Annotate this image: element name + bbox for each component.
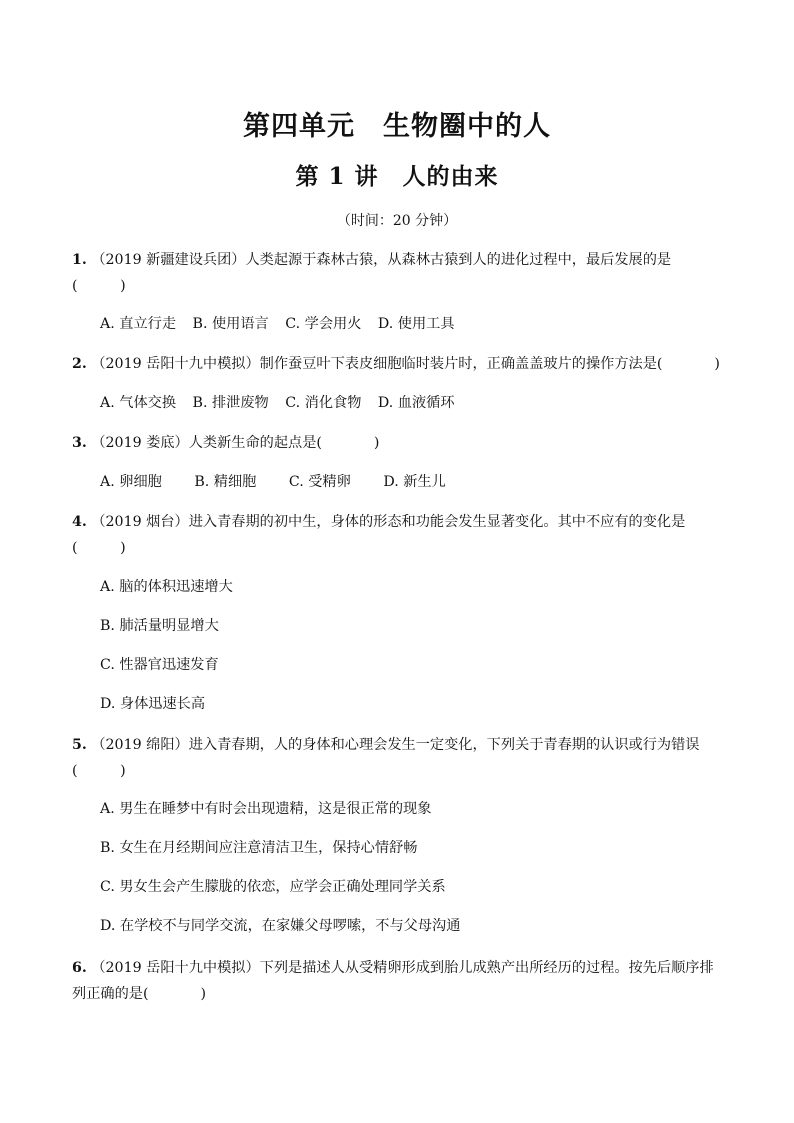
question-5 xyxy=(72,732,722,784)
question-4 xyxy=(72,509,722,561)
question-text: （2019 岳阳十九中模拟）下列是描述人从受精卵形成到胎儿成熟产出所经历的过程。按先后顺序排 xyxy=(91,960,714,976)
question-text: （2019 新疆建设兵团）人类起源于森林古猿，从森林古猿到人的进化过程中，最后发展的是 xyxy=(91,252,672,268)
answer-blank: ) xyxy=(373,435,380,451)
question-text: （2019 烟台）进入青春期的初中生，身体的形态和功能会发生显著变化。其中不应有的变化是 xyxy=(91,514,686,530)
answer-blank: ) xyxy=(714,356,720,372)
question-6 xyxy=(72,955,722,1007)
question-number: 2. xyxy=(72,356,87,372)
question-text: （2019 绵阳）进入青春期，人的身体和心理会发生一定变化，下列关于青春期的认识或行为错误 xyxy=(91,737,700,753)
question-5-option-a: A. 男生在睡梦中有时会出现遗精，这是很正常的现象 xyxy=(100,801,432,817)
question-text-line-2: 列正确的是( xyxy=(72,986,149,1002)
option-d: D. 使用工具 xyxy=(377,316,455,332)
question-text: （2019 娄底）人类新生命的起点是( xyxy=(91,435,322,451)
option-b: B. 排泄废物 xyxy=(192,395,269,411)
answer-blank: ( ) xyxy=(72,278,126,294)
option-a: A. 直立行走 xyxy=(100,316,177,332)
option-c: C. 受精卵 xyxy=(288,474,351,490)
question-4-option-d: D. 身体迅速长高 xyxy=(100,696,206,712)
option-b: B. 精细胞 xyxy=(194,474,257,490)
unit-title: 第四单元 生物圈中的人 xyxy=(243,111,551,142)
lesson-title: 第 1 讲 人的由来 xyxy=(295,163,499,190)
option-b: B. 使用语言 xyxy=(192,316,269,332)
option-c: C. 消化食物 xyxy=(285,395,362,411)
answer-blank: ( ) xyxy=(72,540,126,556)
question-4-option-c: C. 性器官迅速发育 xyxy=(100,657,219,673)
question-number: 3. xyxy=(72,435,87,451)
answer-blank: ( ) xyxy=(72,763,126,779)
answer-blank: ) xyxy=(200,986,207,1002)
option-d: D. 血液循环 xyxy=(377,395,455,411)
question-number: 6. xyxy=(72,960,87,976)
option-a: A. 气体交换 xyxy=(100,395,177,411)
question-5-option-c: C. 男女生会产生朦胧的依恋，应学会正确处理同学关系 xyxy=(100,879,446,895)
question-text: （2019 岳阳十九中模拟）制作蚕豆叶下表皮细胞临时装片时，正确盖盖玻片的操作方法是( xyxy=(91,356,663,372)
question-2 xyxy=(72,351,722,377)
option-a: A. 卵细胞 xyxy=(100,474,162,490)
question-number: 1. xyxy=(72,252,87,268)
question-1-options xyxy=(100,314,455,334)
question-4-option-b: B. 肺活量明显增大 xyxy=(100,618,219,634)
question-5-option-d: D. 在学校不与同学交流，在家嫌父母啰嗦，不与父母沟通 xyxy=(100,918,461,934)
option-d: D. 新生儿 xyxy=(383,474,446,490)
question-4-option-a: A. 脑的体积迅速增大 xyxy=(100,579,233,595)
question-3 xyxy=(72,430,722,456)
option-c: C. 学会用火 xyxy=(285,316,362,332)
time-note: （时间：20 分钟） xyxy=(336,213,458,229)
question-number: 4. xyxy=(72,514,87,530)
question-2-options xyxy=(100,393,455,413)
question-3-options xyxy=(100,472,446,492)
question-number: 5. xyxy=(72,737,87,753)
question-5-option-b: B. 女生在月经期间应注意清洁卫生，保持心情舒畅 xyxy=(100,840,418,856)
question-1 xyxy=(72,247,722,299)
